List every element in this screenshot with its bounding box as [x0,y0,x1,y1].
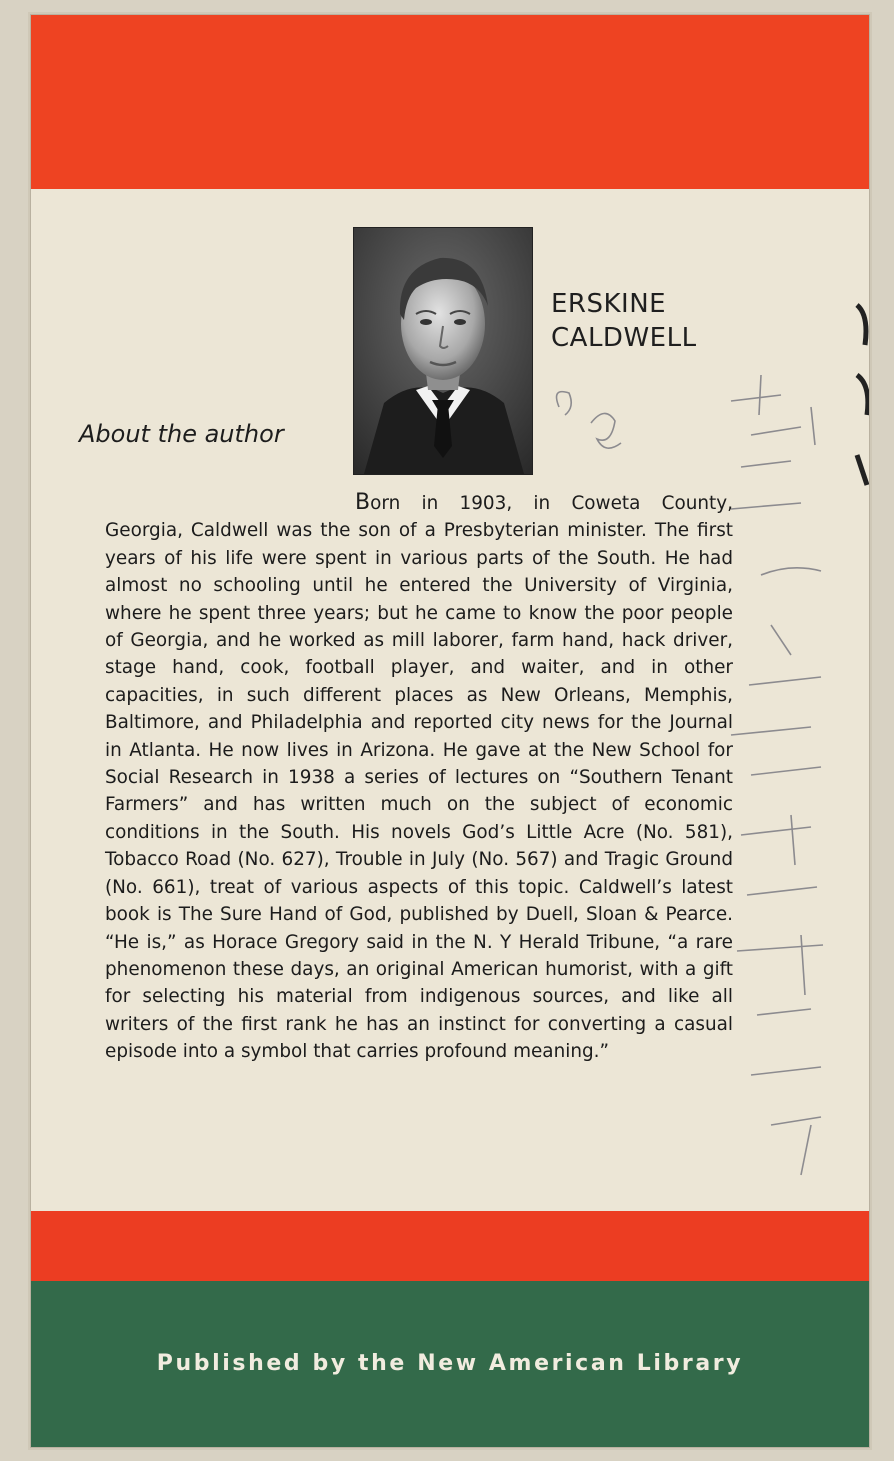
bio-text: orn in 1903, in Coweta County, Georgia, Caldwell was the son of a Presbyterian minister. The first years of his life were spent in various parts of the South. He had almost no schooling until he entered the University of Virginia, where he spent three years; but he came to know the poor people of Georgia, and he worked as mill laborer, farm hand, hack driver, stage hand, cook, football player, and waiter, and in other capacities, in such different places as New Orleans, Memphis, Baltimore, and Philadelphia and reported city news for the Journal in Atlanta. He now lives in Arizona. He gave at the New School for Social Research in 1938 a series of lectures on “Southern Tenant Farmers” and has written much on the subject of economic conditions in the South. His novels God’s Little Acre (No. 581), Tobacco Road (No. 627), Trouble in July (No. 567) and Tragic Ground (No. 661), treat of various aspects of this topic. Caldwell’s latest book is The Sure Hand of God, published by Duell, Sloan & Pearce. “He is,” as Horace Gregory said in the N. Y Herald Tribune, “a rare phenomenon these days, an original American humorist, with a gift for selecting his material from indigenous sources, and like all writers of the first rank he has an instinct for converting a casual episode into a symbol that carries profound meaning.” [105,493,733,1063]
author-biography [105,489,733,1066]
bio-drop-letter: B [355,490,371,515]
portrait-icon [354,228,532,474]
top-red-band [31,15,869,189]
author-first-name: ERSKINE [551,289,667,319]
bottom-red-band [31,1211,869,1281]
publisher-line: Published by the New American Library [156,1351,744,1376]
author-name [551,287,697,355]
author-portrait-photo [353,227,533,475]
book-back-cover [30,14,870,1448]
section-heading: About the author [79,420,284,448]
author-last-name: CALDWELL [551,323,697,353]
